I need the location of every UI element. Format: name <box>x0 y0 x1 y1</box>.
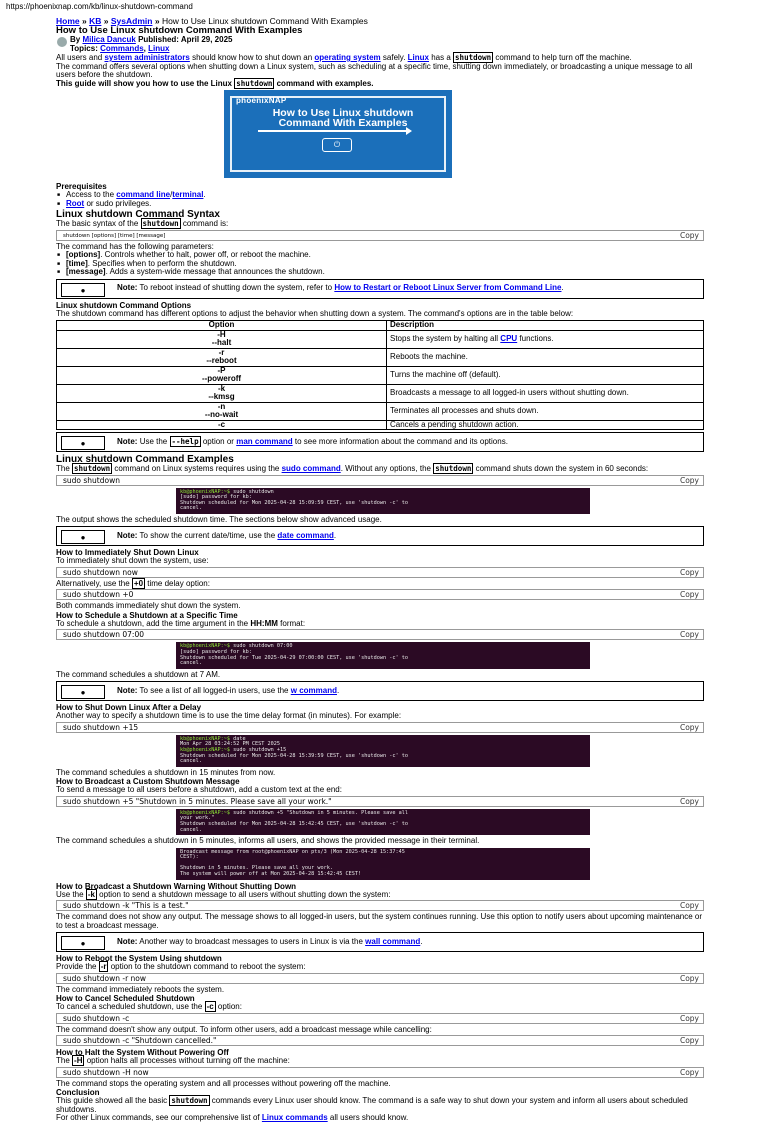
hero-banner-image <box>224 90 452 178</box>
terminal-line: Shutdown scheduled for Tue 2025-04-29 07:00:00 CEST, use 'shutdown -c' to <box>180 654 408 661</box>
list-item: ■ Root or sudo privileges. <box>56 200 704 209</box>
topic-commands[interactable]: Commands <box>100 43 144 53</box>
conclusion-paragraph-2: For other Linux commands, see our comprehensive list of Linux commands all users should know. <box>56 1113 409 1123</box>
option-cell: -r --reboot <box>57 348 387 366</box>
author-link[interactable]: Milica Dancuk <box>82 35 136 44</box>
prerequisites-list <box>56 191 704 208</box>
option-cell: -k --kmsg <box>57 384 387 402</box>
code-text: sudo shutdown -H now <box>63 1067 149 1077</box>
section-heading-delay: How to Shut Down Linux After a Delay <box>56 703 202 713</box>
note-box: ● Note: To see a list of all logged-in users, use the w command. <box>56 681 704 701</box>
terminal-screenshot <box>176 848 590 880</box>
terminal-line: kb@phoenixNAP:~$ sudo shutdown +15 <box>180 746 287 753</box>
inline-code: shutdown <box>171 1096 208 1106</box>
intro-paragraph-2: The command offers several options when shutting down a Linux system, such as scheduling at a specific time, shutting down immediately, or broadcasting a unique message to all users before the shutdown. <box>56 61 693 79</box>
code-block <box>56 796 704 807</box>
table-row <box>57 402 704 420</box>
breadcrumb-sysadmin[interactable]: SysAdmin <box>110 16 153 26</box>
note-box: ● Note: Use the --help option or man command to see more information about the command and its options. <box>56 432 704 452</box>
terminal-screenshot <box>176 735 590 767</box>
table-row <box>57 348 704 366</box>
note-box: ● Note: To reboot instead of shutting down the system, refer to How to Restart or Reboot Linux Server from Command Line. <box>56 279 704 299</box>
description-cell: Broadcasts a message to all logged-in users without shutting down. <box>387 384 704 402</box>
syntax-paragraph: The basic syntax of the shutdown command is: <box>56 219 229 228</box>
link-cpu[interactable]: CPU <box>500 333 518 343</box>
copy-button[interactable]: Copy <box>679 230 699 240</box>
section-heading-options: Linux shutdown Command Options <box>56 300 192 310</box>
options-paragraph: The shutdown command has different options to adjust the behavior when shutting down a system. The command's options are in the table below: <box>56 308 574 318</box>
published-date: Published: April 29, 2025 <box>138 35 233 44</box>
terminal-screenshot <box>176 642 590 668</box>
halt-after: The command stops the operating system and all processes without powering off the machine. <box>56 1078 391 1088</box>
inline-code: -r <box>100 962 107 972</box>
terminal-line: [sudo] password for kb: <box>180 494 252 501</box>
lightbulb-icon: ● <box>61 936 105 950</box>
code-block <box>56 567 704 578</box>
code-block <box>56 722 704 733</box>
option-cell: -H --halt <box>57 330 387 348</box>
copy-button[interactable]: Copy <box>679 590 699 600</box>
terminal-line: The system will power off at Mon 2025-04-28 15:42:45 CEST! <box>180 870 362 877</box>
copy-button[interactable]: Copy <box>679 567 699 577</box>
code-block <box>56 1035 704 1046</box>
terminal-line: kb@phoenixNAP:~$ date <box>180 735 246 742</box>
terminal-line: Shutdown scheduled for Mon 2025-04-28 15:09:59 CEST, use 'shutdown -c' to <box>180 499 408 506</box>
link-date-command[interactable]: date command <box>277 531 334 541</box>
section-heading-specific-time: How to Schedule a Shutdown at a Specific Time <box>56 610 238 620</box>
topic-linux[interactable]: Linux <box>148 43 170 53</box>
code-text: sudo shutdown now <box>63 567 138 577</box>
list-item: ■ [time]. Specifies when to perform the shutdown. <box>56 260 704 269</box>
immediate-after: Both commands immediately shut down the system. <box>56 601 241 611</box>
section-heading-syntax: Linux shutdown Command Syntax <box>56 209 220 220</box>
link-wall-command[interactable]: wall command <box>365 936 421 946</box>
table-header-row <box>57 321 704 331</box>
section-heading-cancel: How to Cancel Scheduled Shutdown <box>56 994 195 1004</box>
lightbulb-icon: ● <box>61 685 105 699</box>
reboot-paragraph: Provide the -r option to the shutdown command to reboot the system: <box>56 962 306 972</box>
warning-after: The command does not show any output. The message shows to all logged-in users, but the system continues running. Use this option to notify users about upcoming maintenance or to test a broadcast message. <box>56 912 702 930</box>
column-header-description: Description <box>387 321 704 331</box>
article <box>56 16 704 1123</box>
terminal-line: kb@phoenixNAP:~$ sudo shutdown <box>180 488 274 495</box>
description-cell: Turns the machine off (default). <box>387 366 704 384</box>
table-row <box>57 384 704 402</box>
terminal-line: Shutdown scheduled for Mon 2025-04-28 15:42:45 CEST, use 'shutdown -c' to <box>180 820 408 827</box>
code-block <box>56 973 704 984</box>
phoenixnap-logo: phoenixNAP <box>236 96 287 105</box>
link-w-command[interactable]: w command <box>290 686 337 695</box>
code-block <box>56 1013 704 1024</box>
code-text: sudo shutdown <box>63 475 120 485</box>
examples-after: The output shows the scheduled shutdown time. The sections below show advanced usage. <box>56 514 382 524</box>
section-heading-broadcast: How to Broadcast a Custom Shutdown Message <box>56 777 240 787</box>
inline-code: -c <box>206 1002 214 1012</box>
inline-code: shutdown <box>236 78 273 88</box>
examples-paragraph: The shutdown command on Linux systems requires using the sudo command. Without any options, the shutdown command shuts down the system in 60 seconds: <box>56 464 649 473</box>
table-row <box>57 330 704 348</box>
breadcrumb-kb[interactable]: KB <box>89 16 102 26</box>
halt-paragraph: The -H option halts all processes without turning off the machine: <box>56 1056 290 1066</box>
code-text: sudo shutdown -r now <box>63 973 147 983</box>
code-text: shutdown [options] [time] [message] <box>63 232 166 239</box>
link-linux-commands[interactable]: Linux commands <box>261 1113 328 1123</box>
terminal-line: Shutdown scheduled for Mon 2025-04-28 15:39:59 CEST, use 'shutdown -c' to <box>180 752 408 759</box>
intro-paragraph-1: All users and system administrators should know how to shut down an operating system safely. Linux has a shutdown command to help turn off the machine. <box>56 53 632 62</box>
copy-button[interactable]: Copy <box>679 1067 699 1077</box>
terminal-line: Shutdown in 5 minutes. Please save all your work. <box>180 865 334 872</box>
copy-button[interactable]: Copy <box>679 1036 699 1046</box>
parameters-list <box>56 251 704 277</box>
description-cell: Stops the system by halting all CPU functions. <box>387 330 704 348</box>
copy-button[interactable]: Copy <box>679 973 699 983</box>
section-heading-immediate: How to Immediately Shut Down Linux <box>56 548 199 558</box>
code-block <box>56 475 704 486</box>
code-text: sudo shutdown +15 <box>63 722 139 732</box>
link-terminal[interactable]: terminal <box>172 190 204 199</box>
power-icon: ⏻ <box>322 138 352 152</box>
terminal-line: cancel. <box>180 826 202 833</box>
inline-code: shutdown <box>74 464 111 473</box>
list-item: ■ [message]. Adds a system-wide message that announces the shutdown. <box>56 268 704 277</box>
lightbulb-icon: ● <box>61 436 105 450</box>
page-title: How to Use Linux shutdown Command With Examples <box>56 25 303 36</box>
broadcast-after: The command schedules a shutdown in 5 minutes, informs all users, and shows the provided message in their terminal. <box>56 836 480 846</box>
intro-paragraph-3: This guide will show you how to use the Linux shutdown command with examples. <box>56 78 374 88</box>
code-text: sudo shutdown 07:00 <box>63 630 144 640</box>
inline-code: shutdown <box>455 53 492 62</box>
breadcrumb-home[interactable]: Home <box>56 16 80 26</box>
broadcast-paragraph: To send a message to all users before a shutdown, add a custom text at the end: <box>56 785 342 795</box>
link-linux[interactable]: Linux <box>407 53 429 62</box>
terminal-line: cancel. <box>180 505 202 512</box>
copy-button[interactable]: Copy <box>679 796 699 806</box>
option-cell: -c <box>57 420 387 430</box>
terminal-line: kb@phoenixNAP:~$ sudo shutdown 07:00 <box>180 643 293 650</box>
warning-paragraph: Use the -k option to send a shutdown message to all users without shutting down the system: <box>56 889 391 899</box>
table-row <box>57 420 704 430</box>
code-text: sudo shutdown +5 "Shutdown in 5 minutes. Please save all your work." <box>63 796 332 806</box>
section-heading-warning: How to Broadcast a Shutdown Warning Without Shutting Down <box>56 881 297 891</box>
byline-prefix: By <box>70 35 81 44</box>
section-heading-conclusion: Conclusion <box>56 1088 100 1098</box>
section-heading-prerequisites: Prerequisites <box>56 182 107 191</box>
immediate-alt: Alternatively, use the +0 time delay option: <box>56 578 210 588</box>
immediate-paragraph: To immediately shut down the system, use: <box>56 556 209 566</box>
copy-button[interactable]: Copy <box>679 722 699 732</box>
code-text: sudo shutdown -c "Shutdown cancelled." <box>63 1036 217 1046</box>
link-command-line[interactable]: command line <box>116 190 171 199</box>
reboot-after: The command immediately reboots the system. <box>56 984 225 994</box>
link-operating-system[interactable]: operating system <box>314 53 381 62</box>
code-block <box>56 230 704 241</box>
byline: By Milica Dancuk Published: April 29, 2025 Topics: Commands, Linux <box>56 36 704 53</box>
link-system-administrators[interactable]: system administrators <box>104 53 190 62</box>
terminal-line: kb@phoenixNAP:~$ sudo shutdown +5 "Shutdown in 5 minutes. Please save all <box>180 809 409 816</box>
options-table <box>56 320 704 430</box>
delay-paragraph: Another way to specify a shutdown time is to use the time delay format (in minutes). For example: <box>56 711 402 721</box>
inline-code: -H <box>74 1056 83 1066</box>
copy-button[interactable]: Copy <box>679 475 699 485</box>
option-cell: -n --no-wait <box>57 402 387 420</box>
section-heading-examples: Linux shutdown Command Examples <box>56 454 234 465</box>
code-block <box>56 629 704 640</box>
breadcrumb-current: How to Use Linux shutdown Command With Examples <box>161 16 368 26</box>
topics-label: Topics: <box>70 43 98 53</box>
specific-paragraph: To schedule a shutdown, add the time argument in the HH:MM format: <box>56 618 306 628</box>
inline-code: +0 <box>133 578 144 588</box>
delay-after: The command schedules a shutdown in 15 minutes from now. <box>56 767 276 777</box>
table-row <box>57 366 704 384</box>
list-item: ■ [options]. Controls whether to halt, power off, or reboot the machine. <box>56 251 704 260</box>
section-heading-reboot: How to Reboot the System Using shutdown <box>56 954 222 964</box>
copy-button[interactable]: Copy <box>679 630 699 640</box>
section-heading-halt: How to Halt the System Without Powering Off <box>56 1048 229 1058</box>
link-restart-reboot[interactable]: How to Restart or Reboot Linux Server from Command Line <box>334 283 562 293</box>
breadcrumb: Home » KB » SysAdmin » How to Use Linux shutdown Command With Examples <box>56 16 368 26</box>
code-block <box>56 589 704 600</box>
link-root[interactable]: Root <box>66 198 85 208</box>
inline-code: --help <box>171 436 199 446</box>
description-cell: Cancels a pending shutdown action. <box>387 420 704 430</box>
terminal-line: cancel. <box>180 758 202 765</box>
lightbulb-icon: ● <box>61 283 105 297</box>
note-box: ● Note: Another way to broadcast messages to users in Linux is via the wall command. <box>56 932 704 952</box>
terminal-line: cancel. <box>180 660 202 667</box>
link-sudo-command[interactable]: sudo command <box>281 464 341 473</box>
terminal-screenshot <box>176 488 590 514</box>
params-intro: The command has the following parameters: <box>56 241 214 251</box>
terminal-line: your work." <box>180 815 215 822</box>
page-url: https://phoenixnap.com/kb/linux-shutdown-command <box>6 2 193 11</box>
column-header-option: Option <box>57 321 387 331</box>
terminal-line: Broadcast message from root@phoenixNAP on pts/3 (Mon 2025-04-28 15:37:45 <box>180 848 405 855</box>
inline-code: shutdown <box>142 219 179 228</box>
inline-code: -k <box>87 889 95 899</box>
description-cell: Reboots the machine. <box>387 348 704 366</box>
note-box: ● Note: To show the current date/time, use the date command. <box>56 526 704 546</box>
terminal-line: CEST): <box>180 854 199 861</box>
inline-code: shutdown <box>435 464 472 473</box>
cancel-paragraph: To cancel a scheduled shutdown, use the -c option: <box>56 1002 242 1012</box>
terminal-line: Mon Apr 28 03:24:52 PM CEST 2025 <box>180 741 280 748</box>
link-man-command[interactable]: man command <box>236 436 293 446</box>
cancel-after: The command doesn't show any output. To inform other users, add a broadcast message while cancelling: <box>56 1024 432 1034</box>
banner-title: How to Use Linux shutdown Command With Examples <box>272 107 414 129</box>
code-block <box>56 900 704 911</box>
code-text: sudo shutdown -c <box>63 1013 130 1023</box>
copy-button[interactable]: Copy <box>679 901 699 911</box>
copy-button[interactable]: Copy <box>679 1013 699 1023</box>
conclusion-paragraph: This guide showed all the basic shutdown commands every Linux user should know. The command is a safe way to shut down your system and inform all users about scheduled shutdowns. <box>56 1096 688 1114</box>
terminal-screenshot <box>176 809 590 835</box>
code-text: sudo shutdown +0 <box>63 590 134 600</box>
code-block <box>56 1067 704 1078</box>
description-cell: Terminates all processes and shuts down. <box>387 402 704 420</box>
lightbulb-icon: ● <box>61 530 105 544</box>
author-avatar <box>57 37 67 47</box>
list-item: ■ Access to the command line/terminal. <box>56 191 704 200</box>
code-text: sudo shutdown -k "This is a test." <box>63 901 189 911</box>
arrow-icon <box>258 130 408 132</box>
terminal-line: [sudo] password for kb: <box>180 648 252 655</box>
specific-after: The command schedules a shutdown at 7 AM. <box>56 669 221 679</box>
option-cell: -P --poweroff <box>57 366 387 384</box>
